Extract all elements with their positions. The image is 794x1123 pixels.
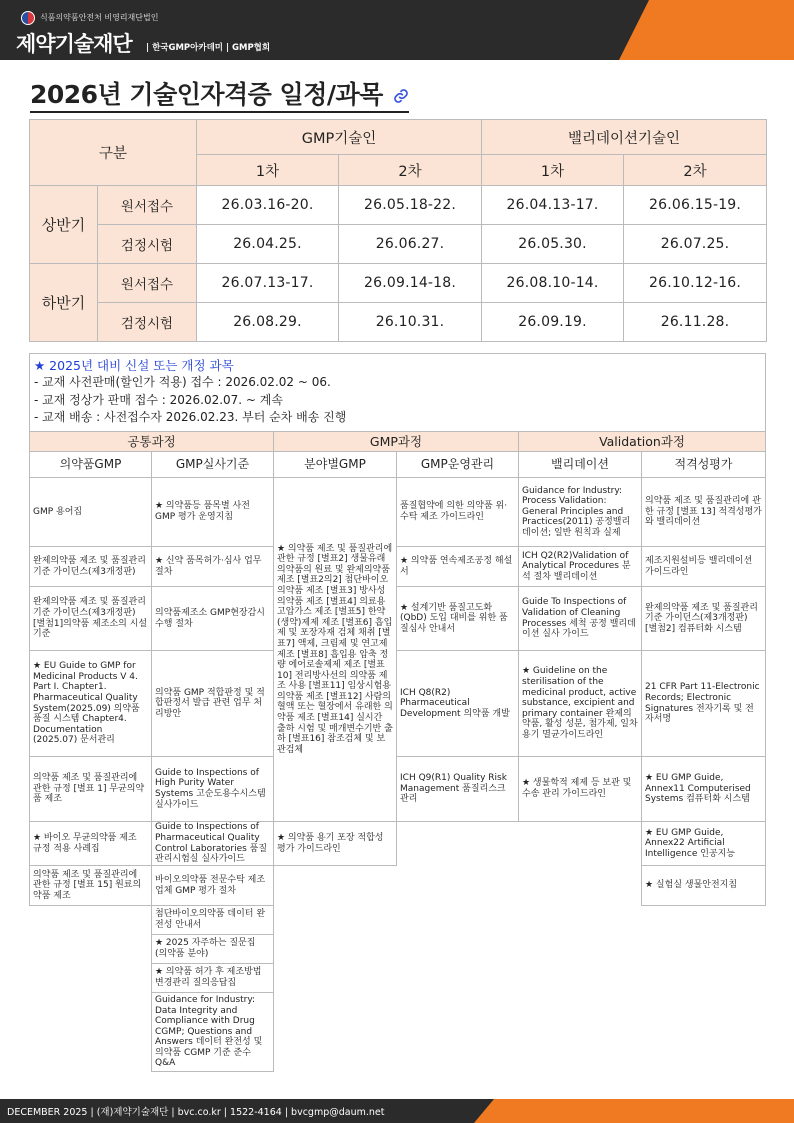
- schedule-cell: 26.06.15-19.: [624, 186, 767, 225]
- course-cell: [151, 546, 274, 587]
- footer-info: DECEMBER 2025 | (재)제약기술재단 | bvc.co.kr | 1522-4164 | bvcgmp@daum.net: [7, 1107, 385, 1118]
- subject-header: 적격성평가: [641, 451, 766, 478]
- schedule-cell: 26.09.14-18.: [339, 264, 482, 303]
- course-cell: [641, 865, 766, 906]
- subject-header: GMP실사기준: [151, 451, 274, 478]
- course-text: 바이오의약품 전문수탁 제조업체 GMP 평가 절차: [155, 874, 266, 896]
- course-cell: [29, 546, 152, 587]
- foundation-logo-icon: [21, 11, 35, 25]
- schedule-cell: 26.08.29.: [197, 303, 339, 342]
- course-text: 의약품 제조 및 품질관리에 관한 규정 [별표 13] 적격성평가와 밸리데이션: [645, 496, 762, 528]
- course-text: 의약품 제조 및 품질관리에 관한 규정 [별표 15] 원료의약품 제조: [33, 869, 142, 901]
- schedule-cell: 26.03.16-20.: [197, 186, 339, 225]
- notice-line: - 교재 사전판매(할인가 적용) 접수 : 2026.02.02 ~ 06.: [34, 375, 331, 389]
- course-text: ICH Q2(R2)Validation of Analytical Procedures 분석 절차 밸리데이션: [522, 550, 631, 582]
- course-text: 품질협약에 의한 의약품 위·수탁 제조 가이드라인: [400, 501, 508, 522]
- course-cell: [396, 756, 519, 822]
- subject-header: 분야별GMP: [273, 451, 397, 478]
- course-cell: [151, 756, 274, 822]
- course-cell: [29, 865, 152, 906]
- subject-header: 밸리데이션: [518, 451, 642, 478]
- course-text: GMP 용어집: [33, 506, 83, 517]
- course-text: 의약품 제조 및 품질관리에 관한 규정 [별표 1] 무균의약품 제조: [33, 773, 145, 805]
- course-text: ★ EU GMP Guide, Annex11 Computerised Systems 컴퓨터화 시스템: [645, 773, 751, 805]
- round-header: 2차: [339, 155, 482, 186]
- course-text: Guide To Inspections of Validation of Cleaning Processes 세척 공정 밸리데이션 실사 가이드: [522, 597, 636, 640]
- course-cell: [641, 586, 766, 651]
- course-text: ★ Guideline on the sterilisation of the medicinal product, active substance, excipient and primary container 완제의약품, 활성 성분, 첨가제, 일차 용기 멸균가이드라인: [522, 666, 638, 740]
- brand-subtitle: | 한국GMP아카데미 | GMP협회: [146, 43, 271, 53]
- course-text: ★ 의약품 허가 후 제조방법 변경관리 질의응답집: [155, 967, 262, 988]
- brand-name: 제약기술재단: [16, 32, 132, 56]
- course-cell: [273, 821, 397, 866]
- course-text: Guide to Inspections of Pharmaceutical Quality Control Laboratories 품질관리시험실 실사가이드: [155, 822, 268, 865]
- course-cell: [396, 586, 519, 651]
- page-footer: [0, 1099, 794, 1123]
- course-text: Guidance for Industry: Data Integrity and Compliance with Drug CGMP; Questions and Answers 데이터 완전성 및 의약품 CGMP 기준 준수 Q&A: [155, 994, 263, 1069]
- course-cell: [29, 586, 152, 651]
- schedule-corner: 구분: [30, 120, 197, 186]
- course-text: ★ EU Guide to GMP for Medicinal Products V 4. Part I. Chapter1. Pharmaceutical Quality System(2025.09) 의약품 품질 시스템 Chapter4. Documentation (2025.07) 문서관리: [33, 661, 140, 746]
- schedule-cell: 26.10.12-16.: [624, 264, 767, 303]
- row-label: 검정시험: [98, 225, 197, 264]
- course-text: 의약품제조소 GMP현장감시 수행 절차: [155, 607, 265, 629]
- course-text: Guide to Inspections of High Purity Water Systems 고순도용수시스템 실사가이드: [155, 767, 266, 810]
- subject-header: 의약품GMP: [29, 451, 152, 478]
- row-label: 원서접수: [98, 186, 197, 225]
- course-text: ★ 의약품 제조 및 품질관리에 관한 규정 [별표2] 생물유래의약품의 원료 및 완제의약품 제조 [별표2의2] 첨단바이오 의약품 제조 [별표3] 방사성의약품 제조 [별표4] 의료용고압가스 제조 [별표5] 한약(생약)제제 제조 [별표6] 흡입제 및 포장자재 검체 채취 [별표7] 액제, 크림제 및 연고제 제조 [별표8] 흡입용 압축 정량 에어로솔제제 제조 [별표10] 전리방사선의 의약품 제조 사용 [별표11] 임상시험용의약품 제조 [별표12] 사람의 혈액 또는 혈장에서 유래한 의약품 제조 [별표14] 실시간 출하 시험 및 매개변수기반 출하 [별표16] 참조검체 및 보관검체: [277, 543, 393, 755]
- page-header: [0, 0, 794, 60]
- course-text: Guidance for Industry: Process Validation: General Principles and Practices(2011) 공정밸리데이션; 일반 원칙과 실제: [522, 485, 631, 538]
- row-label: 원서접수: [98, 264, 197, 303]
- course-cell: [396, 546, 519, 587]
- course-text: 완제의약품 제조 및 품질관리 기준 가이던스(제3개정판) [별첨2] 컴퓨터화 시스템: [645, 602, 758, 634]
- course-text: 제조지원설비등 밸리데이션 가이드라인: [645, 555, 753, 577]
- course-cell: [641, 821, 766, 866]
- course-cell: [396, 650, 519, 757]
- course-cell: [29, 821, 152, 866]
- course-text: ★ 2025 자주하는 질문집 (의약품 분야): [155, 938, 256, 959]
- half-label: 하반기: [30, 264, 98, 342]
- schedule-cell: 26.05.18-22.: [339, 186, 482, 225]
- org-description: 식품의약품안전처 비영리재단법인: [40, 13, 159, 22]
- course-cell: [273, 477, 397, 822]
- notice-legend: ★ 2025년 대비 신설 또는 개정 과목: [34, 358, 234, 373]
- course-text: ★ 실험실 생물안전지침: [645, 880, 738, 891]
- course-text: ICH Q8(R2) Pharmaceutical Development 의약품 개발: [400, 687, 510, 719]
- schedule-cell: 26.10.31.: [339, 303, 482, 342]
- round-header: 1차: [197, 155, 339, 186]
- course-cell: [396, 477, 519, 547]
- course-text: ICH Q9(R1) Quality Risk Management 품질리스크 관리: [400, 773, 507, 805]
- group-gmp: GMP기술인: [197, 120, 482, 155]
- course-cell: [151, 934, 274, 964]
- schedule-cell: 26.04.13-17.: [482, 186, 624, 225]
- course-text: 완제의약품 제조 및 품질관리 기준 가이던스(제3개정판): [33, 555, 146, 577]
- course-text: ★ 의약품등 품목별 사전 GMP 평가 운영지침: [155, 501, 250, 522]
- course-grid: [29, 431, 766, 1123]
- link-icon[interactable]: [393, 88, 409, 104]
- course-cell: [641, 477, 766, 547]
- schedule-cell: 26.11.28.: [624, 303, 767, 342]
- round-header: 1차: [482, 155, 624, 186]
- footer-accent: [474, 1099, 794, 1123]
- course-cell: [641, 756, 766, 822]
- schedule-cell: 26.08.10-14.: [482, 264, 624, 303]
- schedule-cell: 26.06.27.: [339, 225, 482, 264]
- course-cell: [518, 546, 642, 587]
- schedule-cell: 26.07.13-17.: [197, 264, 339, 303]
- header-accent: [619, 0, 794, 60]
- course-cell: [151, 992, 274, 1072]
- group-header: 공통과정: [29, 431, 274, 452]
- course-text: 첨단바이오의약품 데이터 완전성 안내서: [155, 909, 266, 930]
- course-cell: [151, 650, 274, 757]
- group-validation: 밸리데이션기술인: [482, 120, 767, 155]
- schedule-cell: 26.05.30.: [482, 225, 624, 264]
- course-cell: [151, 477, 274, 547]
- group-header: Validation과정: [518, 431, 766, 452]
- course-cell: [151, 905, 274, 935]
- course-cell: [518, 756, 642, 822]
- schedule-cell: 26.09.19.: [482, 303, 624, 342]
- course-text: ★ EU GMP Guide, Annex22 Artificial Intelligence 인공지능: [645, 827, 736, 859]
- round-header: 2차: [624, 155, 767, 186]
- notice-box: [29, 353, 766, 432]
- row-label: 검정시험: [98, 303, 197, 342]
- course-cell: [151, 963, 274, 993]
- course-cell: [518, 586, 642, 651]
- half-label: 상반기: [30, 186, 98, 264]
- subject-header: GMP운영관리: [396, 451, 519, 478]
- course-cell: [641, 546, 766, 587]
- notice-line: - 교재 배송 : 사전접수자 2026.02.23. 부터 순차 배송 진행: [34, 410, 347, 424]
- schedule-table: [29, 119, 767, 342]
- course-cell: [151, 586, 274, 651]
- page-title-text: 2026년 기술인자격증 일정/과목: [30, 80, 383, 109]
- course-cell: [29, 650, 152, 757]
- course-text: ★ 설계기반 품질고도화 (QbD) 도입 대비를 위한 품질심사 안내서: [400, 602, 508, 634]
- course-cell: [29, 477, 152, 547]
- course-cell: [641, 650, 766, 757]
- course-cell: [518, 477, 642, 547]
- group-header: GMP과정: [273, 431, 519, 452]
- course-cell: [518, 650, 642, 757]
- page-title: [30, 80, 409, 113]
- course-text: ★ 생물학적 제제 등 보관 및 수송 관리 가이드라인: [522, 778, 632, 799]
- course-cell: [151, 865, 274, 906]
- course-cell: [151, 821, 274, 866]
- schedule-cell: 26.04.25.: [197, 225, 339, 264]
- course-text: ★ 바이오 무균의약품 제조 규정 적용 사례집: [33, 832, 137, 854]
- notice-line: - 교재 정상가 판매 접수 : 2026.02.07. ~ 계속: [34, 392, 283, 407]
- course-text: 완제의약품 제조 및 품질관리 기준 가이던스(제3개정판) [별첨1]의약품 제조소의 시설 기준: [33, 597, 148, 640]
- course-text: ★ 신약 품목허가·심사 업무 절차: [155, 555, 262, 577]
- schedule-cell: 26.07.25.: [624, 225, 767, 264]
- course-text: 의약품 GMP 적합판정 및 적합판정서 발급 관련 업무 처리방안: [155, 687, 265, 719]
- course-text: ★ 의약품 용기 포장 적합성 평가 가이드라인: [277, 832, 384, 854]
- course-text: ★ 의약품 연속제조공정 해설서: [400, 555, 513, 577]
- course-cell: [29, 756, 152, 822]
- course-text: 21 CFR Part 11-Electronic Records; Electronic Signatures 전자기록 및 전자서명: [645, 682, 760, 725]
